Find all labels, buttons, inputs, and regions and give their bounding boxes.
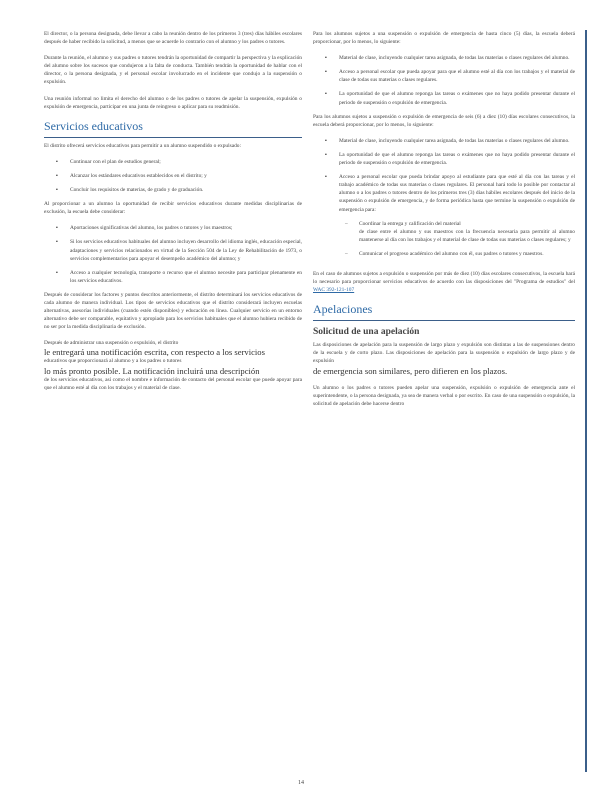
paragraph: Después de considerar los factores y puntos descritos anteriormente, el distrito determinará los servicios educativos de cada alumno de manera individual. Los tipos de servicios educativos que el distrito considerará incluyen escuelas alternativas, asesorías individuales (cuando estén disponibles) y educación en línea. Cualquier servicio en un entorno alternativo debe ser comparable, equitativo y apropiado para los servicios habituales que el alumno hubiera recibido de no ser por la medida disciplinaria de exclusión.	[44, 291, 302, 331]
bullet-text: La oportunidad de que el alumno reponga las tareas o exámenes que no haya podido presentar durante el periodo de suspensión o expulsión de emergencia.	[339, 91, 575, 106]
paragraph-line: Después de administrar una suspensión o expulsión, el distrito	[44, 340, 179, 347]
bullet-icon: ▪	[56, 225, 58, 232]
bullet-item	[56, 158, 302, 166]
paragraph-line: Las disposiciones de apelación para la suspensión de largo plazo y expulsión son distintas a las de suspensiones dentro de la escuela y de corto plazo. Las disposiciones de apelación para la suspensión o expulsión de largo plazo y de expulsión	[313, 342, 575, 365]
paragraph: Una reunión informal no limita el derecho del alumno o de los padres o tutores de apelar la suspensión, expulsión o expulsión de emergencia, participar en una junta de reingreso o aplicar para su readmisión.	[44, 95, 302, 110]
bullet-icon: ▪	[325, 137, 327, 144]
bullet-item	[56, 238, 302, 262]
paragraph: Al proporcionar a un alumno la oportunidad de recibir servicios educativos durante medidas disciplinarias de exclusión, la escuela debe considerar:	[44, 201, 302, 216]
bullet-text: Material de clase, incluyendo cualquier tarea asignada, de todas las materias o clases regulares del alumno.	[339, 55, 570, 62]
left-column	[44, 30, 302, 400]
bullet-item	[325, 151, 575, 167]
vertical-rule	[585, 30, 587, 772]
sub-bullet-text: Coordinar la entrega y calificación del material	[359, 220, 461, 227]
bullet-text: Continuar con el plan de estudios general;	[70, 158, 161, 165]
paragraph: Un alumno o los padres o tutores pueden apelar una suspensión, expulsión o expulsión de emergencia ante el superintendente, o la persona designada, ya sea de manera verbal o por escrito. En caso de una suspensión o expulsión, la solicitud de apelación debe hacerse dentro	[313, 384, 575, 407]
dash-icon: –	[345, 220, 348, 227]
paragraph: Durante la reunión, el alumno y sus padres o tutores tendrán la oportunidad de compartir la perspectiva y la explicación del alumno sobre los sucesos que condujeron a la falta de conducta. También tendrán la oportunidad de hablar con el director, o la persona designada, y el personal escolar involucrado en el incidente que condujo a la suspensión o expulsión.	[44, 55, 302, 86]
bullet-item	[325, 54, 575, 62]
bullet-icon: ▪	[56, 187, 58, 194]
sub-bullet-item	[345, 220, 575, 244]
bullet-icon: ▪	[325, 91, 327, 98]
bullet-item	[56, 224, 302, 232]
bullet-icon: ▪	[325, 174, 327, 181]
bullet-text: Concluir los requisitos de materias, de grado y de graduación.	[70, 187, 204, 194]
dash-icon: –	[345, 250, 348, 257]
bullet-text: Si los servicios educativos habituales del alumno incluyen desarrollo del idioma inglés, educación especial, adaptaciones y servicios relacionados en virtud de la Sección 504 de la Ley de Rehabilitación de 1973, o servicios complementarios para apoyar el desempeño académico del alumno; y	[70, 239, 302, 262]
paragraph-notification	[44, 339, 302, 391]
section-heading-servicios: Servicios educativos	[44, 119, 302, 138]
paragraph-line: le entregará una notificación escrita, con respecto a los servicios	[44, 347, 265, 358]
paragraph-appeal-provisions	[313, 341, 575, 375]
bullet-item	[325, 68, 575, 84]
right-column	[313, 30, 575, 416]
bullet-icon: ▪	[56, 172, 58, 179]
paragraph: El director, o la persona designada, debe llevar a cabo la reunión dentro de los primeros 3 (tres) días hábiles escolares después de haber recibido la solicitud, a menos que se acuerde lo contrario con el alumno y los padres o tutores.	[44, 31, 302, 46]
bullet-item	[325, 173, 575, 264]
bullet-text: Acceso a cualquier tecnología, transporte o recurso que el alumno necesite para participar plenamente en los servicios educativos.	[70, 269, 302, 284]
wac-link[interactable]: WAC 392-121-107	[313, 287, 355, 294]
bullet-icon: ▪	[56, 239, 58, 246]
bullet-item	[325, 137, 575, 145]
bullet-icon: ▪	[56, 158, 58, 165]
paragraph: Para los alumnos sujetos a una suspensión o expulsión de emergencia de hasta cinco (5) días, la escuela deberá proporcionar, por lo menos, lo siguiente:	[313, 31, 575, 46]
bullet-item	[56, 269, 302, 285]
paragraph-line: de emergencia son similares, pero difieren en los plazos.	[313, 365, 508, 376]
paragraph-text: En el caso de alumnos sujetos a expulsión o suspensión por más de diez (10) días escolares consecutivos, la escuela hará lo necesario para proporcionar servicios educativos de acuerdo con las disposiciones del "Programa de estudios" del	[313, 270, 575, 286]
paragraph: Para los alumnos sujetos a suspensión o expulsión de emergencia de seis (6) a diez (10) días escolares consecutivos, la escuela deberá proporcionar, por lo menos, lo siguiente:	[313, 113, 575, 128]
bullet-text: Acceso a personal escolar que pueda apoyar para que el alumno esté al día con los trabajos y el material de clase de todas sus materias o clases regulares.	[339, 69, 575, 84]
paragraph-line: educativos que proporcionará al alumno y a los padres o tutores	[44, 358, 182, 365]
section-heading-apelaciones: Apelaciones	[313, 302, 575, 321]
bullet-item	[56, 186, 302, 194]
bullet-icon: ▪	[325, 151, 327, 158]
bullet-text: Material de clase, incluyendo cualquier tarea asignada, de todas las materias o clases regulares del alumno.	[339, 137, 570, 144]
bullet-text: Aportaciones significativas del alumno, los padres o tutores y los maestros;	[70, 225, 233, 232]
bullet-item	[325, 90, 575, 106]
bullet-text: Acceso a personal escolar que pueda brindar apoyo al estudiante para que esté al día con las tareas y el trabajo académico de todas sus materias o clases regulares. El personal hará todo lo posible por contactar al alumno o a los padres o tutores dentro de los primeros tres (3) días hábiles escolares después del inicio de la suspensión o expulsión de emergencia, y de forma periódica hasta que termine la suspensión o expulsión de emergencia para:	[339, 174, 575, 213]
sub-bullet-item	[345, 250, 575, 258]
bullet-text: La oportunidad de que el alumno reponga las tareas o exámenes que no haya podido presentar durante el periodo de suspensión o expulsión de emergencia.	[339, 151, 575, 167]
paragraph-line: de los servicios educativos, así como el nombre e información de contacto del personal escolar que puede apoyar para que el alumno esté al día con los trabajos y el material de clase.	[44, 376, 302, 391]
paragraph-line: lo más pronto posible. La notificación incluirá una descripción	[44, 365, 260, 376]
page-number: 14	[298, 780, 304, 786]
sub-bullet-text: Comunicar el progreso académico del alumno con él, sus padres o tutores y maestros.	[359, 250, 544, 257]
paragraph	[313, 270, 575, 294]
bullet-item	[56, 172, 302, 180]
subheading-solicitud: Solicitud de una apelación	[313, 327, 420, 338]
paragraph: El distrito ofrecerá servicios educativos para permitir a un alumno suspendido o expulsado:	[44, 142, 242, 149]
bullet-icon: ▪	[325, 55, 327, 62]
bullet-icon: ▪	[325, 69, 327, 76]
bullet-icon: ▪	[56, 269, 58, 276]
sub-bullet-text: de clase entre el alumno y sus maestros con la frecuencia necesaria para permitir al alumno mantenerse al día con los trabajos y el material de clase de todas sus materias o clases regulares; y	[359, 228, 575, 243]
bullet-text: Alcanzar los estándares educativos establecidos en el distrito; y	[70, 172, 207, 179]
